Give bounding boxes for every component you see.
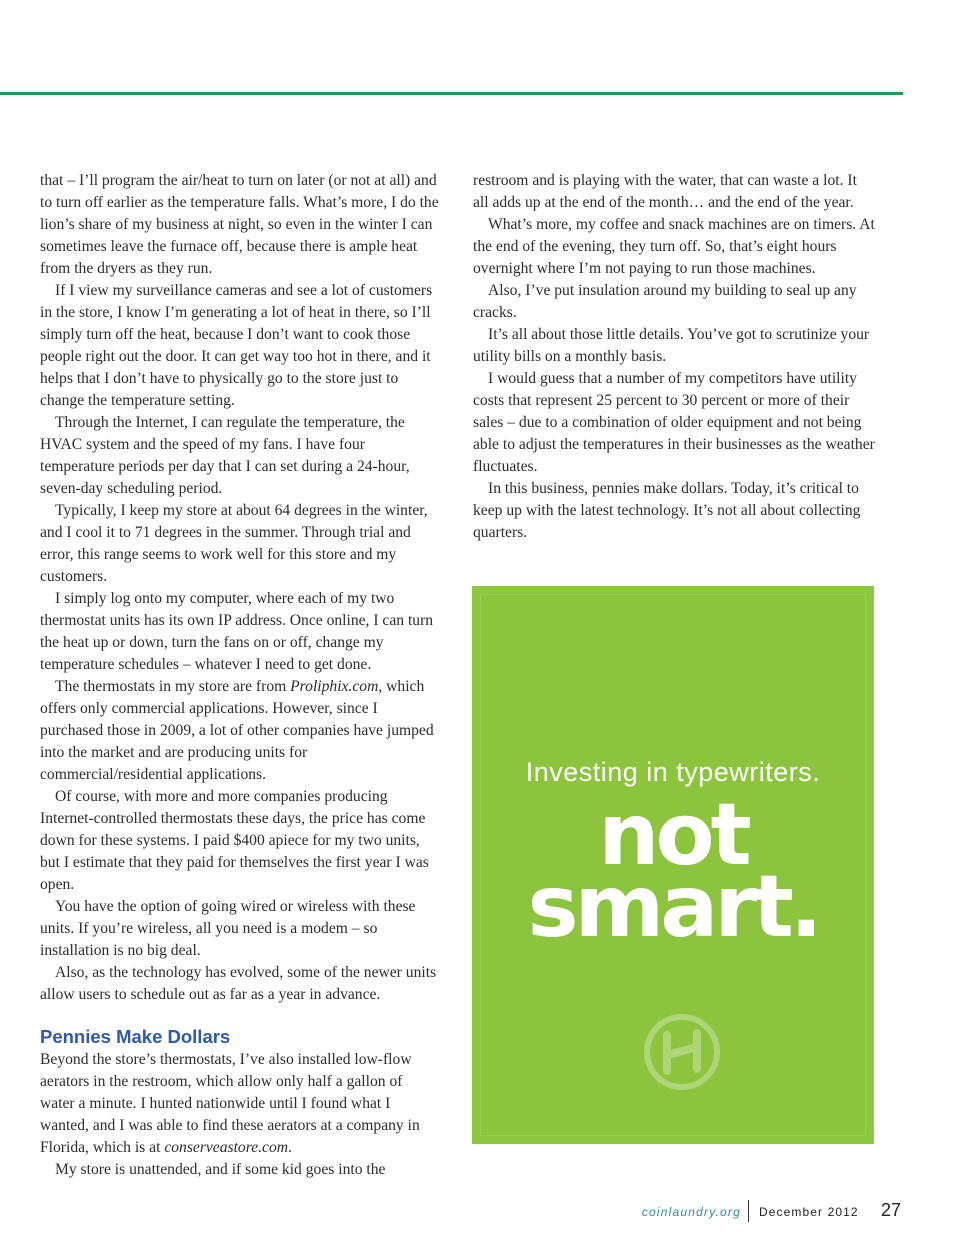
ad-tagline: Investing in typewriters. — [525, 757, 821, 787]
section-subhead: Pennies Make Dollars — [40, 1026, 231, 1047]
footer-date: December 2012 — [759, 1205, 859, 1219]
paragraph: Also, as the technology has evolved, some of the newer units allow users to schedule out as far as a year in advance. — [40, 964, 437, 1003]
paragraph: If I view my surveillance cameras and see a lot of customers in the store, I know I’m generating a lot of heat in there, so I’ll simply turn off the heat, because I don’t want to cook those people right out the door. It can get way too hot in there, and it helps that I don’t have to physically go to the store just to change the temperature setting. — [40, 282, 433, 409]
advertisement[interactable] — [472, 586, 874, 1144]
paragraph: Of course, with more and more companies producing Internet-controlled thermostats these days, the price has come down for these systems. I paid $400 apiece for my two units, but I estimate that they paid for themselves the first year I was open. — [40, 788, 429, 893]
paragraph-text: , which offers only commercial applications. However, since I purchased those in 2009, a lot of other companies have jumped into the market and are producing units for commercial/residential applications. — [40, 678, 434, 783]
article-column-right — [473, 170, 875, 544]
paragraph: that – I’ll program the air/heat to turn on later (or not at all) and to turn off earlier as the temperature falls. What’s more, I do the lion’s share of my business at night, so even in the winter I can sometimes leave the furnace off, because there is ample heat from the dryers as they run. — [40, 172, 439, 277]
advertisement-panel — [480, 594, 866, 1136]
header-rule — [0, 92, 903, 95]
paragraph-text: . — [288, 1139, 292, 1156]
paragraph: Also, I’ve put insulation around my building to seal up any cracks. — [473, 282, 857, 321]
footer-site: coinlaundry.org — [641, 1205, 741, 1219]
paragraph: restroom and is playing with the water, that can waste a lot. It all adds up at the end of the month… and the end of the year. — [473, 172, 857, 211]
paragraph: You have the option of going wired or wireless with these units. If you’re wireless, all you need is a modem – so installation is no big deal. — [40, 898, 416, 959]
paragraph: I would guess that a number of my competitors have utility costs that represent 25 percent to 30 percent or more of their sales – due to a combination of older equipment and not being able to adjust the temperatures in their businesses as the weather fluctuates. — [473, 370, 875, 475]
page-number: 27 — [881, 1200, 902, 1220]
paragraph: It’s all about those little details. You’ve got to scrutinize your utility bills on a monthly basis. — [473, 326, 870, 365]
footer-divider — [748, 1200, 749, 1222]
paragraph: My store is unattended, and if some kid goes into the — [55, 1161, 386, 1178]
h-circle-logo-icon — [641, 1011, 723, 1093]
url-text: Proliphix.com — [290, 678, 379, 695]
article-column-left — [40, 170, 440, 1181]
paragraph: What’s more, my coffee and snack machines are on timers. At the end of the evening, they turn off. So, that’s eight hours overnight where I’m not paying to run those machines. — [473, 216, 875, 277]
ad-headline-line1: not — [598, 785, 748, 885]
paragraph: In this business, pennies make dollars. Today, it’s critical to keep up with the latest technology. It’s not all about collecting quarters. — [473, 480, 861, 541]
page-footer — [0, 1200, 960, 1224]
ad-headline-line2: smart. — [527, 857, 819, 957]
paragraph: Typically, I keep my store at about 64 degrees in the winter, and I cool it to 71 degrees in the summer. Through trial and error, this range seems to work well for this store and my customers. — [40, 502, 428, 585]
paragraph-text: The thermostats in my store are from — [55, 678, 291, 695]
paragraph: I simply log onto my computer, where each of my two thermostat units has its own IP address. Once online, I can turn the heat up or down, turn the fans on or off, change my temperature schedules – whatever I need to get done. — [40, 590, 434, 673]
paragraph: Through the Internet, I can regulate the temperature, the HVAC system and the speed of my fans. I have four temperature periods per day that I can set during a 24-hour, seven-day scheduling period. — [40, 414, 410, 497]
paragraph — [40, 676, 440, 786]
paragraph-text: Beyond the store’s thermostats, I’ve also installed low-flow aerators in the restroom, which allow only half a gallon of water a minute. I hunted nationwide until I found what I wanted, and I was able to find these aerators at a company in Florida, which is at — [40, 1051, 420, 1156]
paragraph — [40, 1049, 440, 1159]
url-text: conserveastore.com — [164, 1139, 289, 1156]
